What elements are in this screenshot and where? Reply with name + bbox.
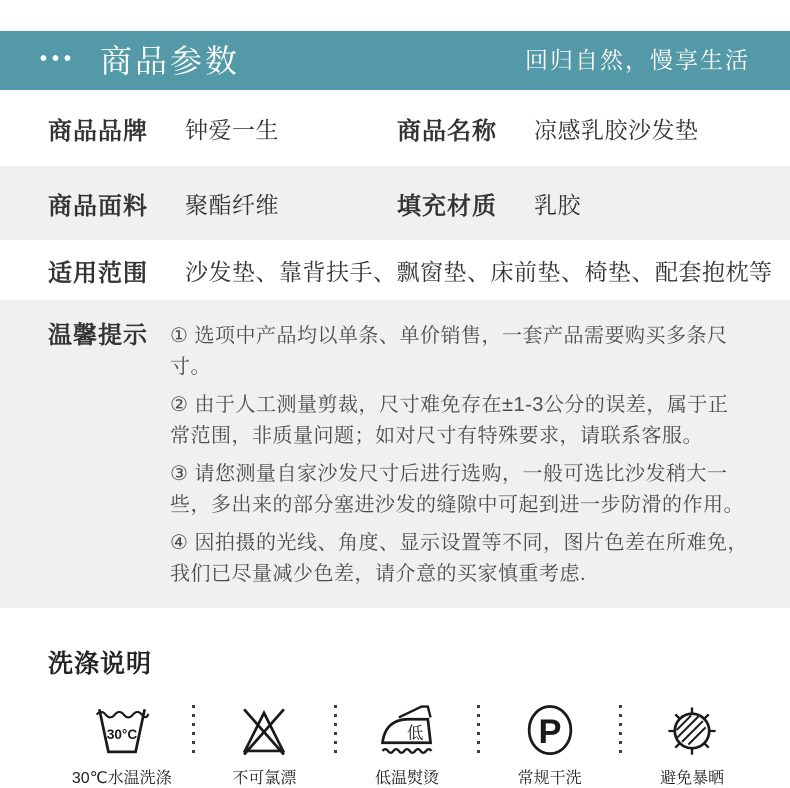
tip-item: ① 选项中产品均以单条、单价销售，一套产品需要购买多条尺寸。 [170,325,728,378]
tips-text-block [170,321,748,590]
spec-value: 凉感乳胶沙发垫 [534,116,699,143]
section-header-banner [0,31,790,90]
spec-value: 沙发垫、靠背扶手、飘窗垫、床前垫、椅垫、配套抱枕等 [185,258,773,285]
spec-cell-filling [397,186,746,221]
washing-item-label: 常规干洗 [517,770,582,787]
tip-item: ② 由于人工测量剪裁，尺寸难免存在±1-3公分的误差，属于正常范围，非质量问题；如对尺寸有特殊要求，请联系客服。 [170,394,729,447]
wash-temp-glyph: 30°C [106,727,137,743]
spec-cell-brand [48,111,397,146]
iron-low-icon [378,702,436,760]
washing-icons-row [0,702,790,788]
spec-label: 适用范围 [48,259,148,287]
washing-title: 洗涤说明 [48,650,153,678]
tip-item: ④ 因拍摄的光线、角度、显示设置等不同，图片色差在所难免，我们已尽量减少色差，请介意的买家慎重考虑. [170,532,748,585]
page-title: 商品参数 [100,42,241,79]
washing-instructions-section [0,608,790,788]
washing-item-label: 30℃水温洗涤 [71,770,172,787]
tips-label: 温馨提示 [48,322,148,349]
spec-label: 填充材质 [397,192,497,220]
spec-row-fabric-filling [0,166,790,240]
spec-value: 聚酯纤维 [185,191,279,218]
dots-icon: ••• [40,47,77,70]
spec-table [0,90,790,608]
wash-30c-icon [93,702,151,760]
spec-label: 商品品牌 [48,117,148,145]
product-parameters-page [0,31,790,788]
header-slogan: 回归自然，慢享生活 [525,47,750,73]
spec-cell-fabric [48,186,397,221]
spec-cell-product-name [397,111,746,146]
spec-row-brand-name [0,90,790,166]
spec-row-scope [0,240,790,300]
washing-item-label: 低温熨烫 [374,770,439,787]
tips-row [0,300,790,608]
washing-item-wash-30c [52,702,192,788]
no-bleach-icon [235,702,293,760]
dry-clean-icon [521,702,579,760]
washing-item-dry-clean [480,702,620,788]
spec-value: 钟爱一生 [185,116,279,143]
spec-label: 商品面料 [48,192,148,220]
washing-item-label: 不可氯漂 [232,770,297,787]
washing-item-label: 避免暴晒 [660,770,725,787]
tip-item: ③ 请您测量自家沙发尺寸后进行选购，一般可选比沙发稍大一些，多出来的部分塞进沙发的缝隙中可起到进一步防滑的作用。 [170,463,744,516]
iron-low-glyph: 低 [406,724,424,743]
spec-value: 乳胶 [534,191,581,218]
washing-item-no-sun [622,702,762,788]
washing-item-iron-low [337,702,477,788]
no-sun-icon [663,702,721,760]
spec-cell-scope [48,253,773,288]
dry-clean-glyph: P [538,712,562,751]
spec-label: 商品名称 [397,117,497,145]
washing-item-no-bleach [195,702,335,788]
